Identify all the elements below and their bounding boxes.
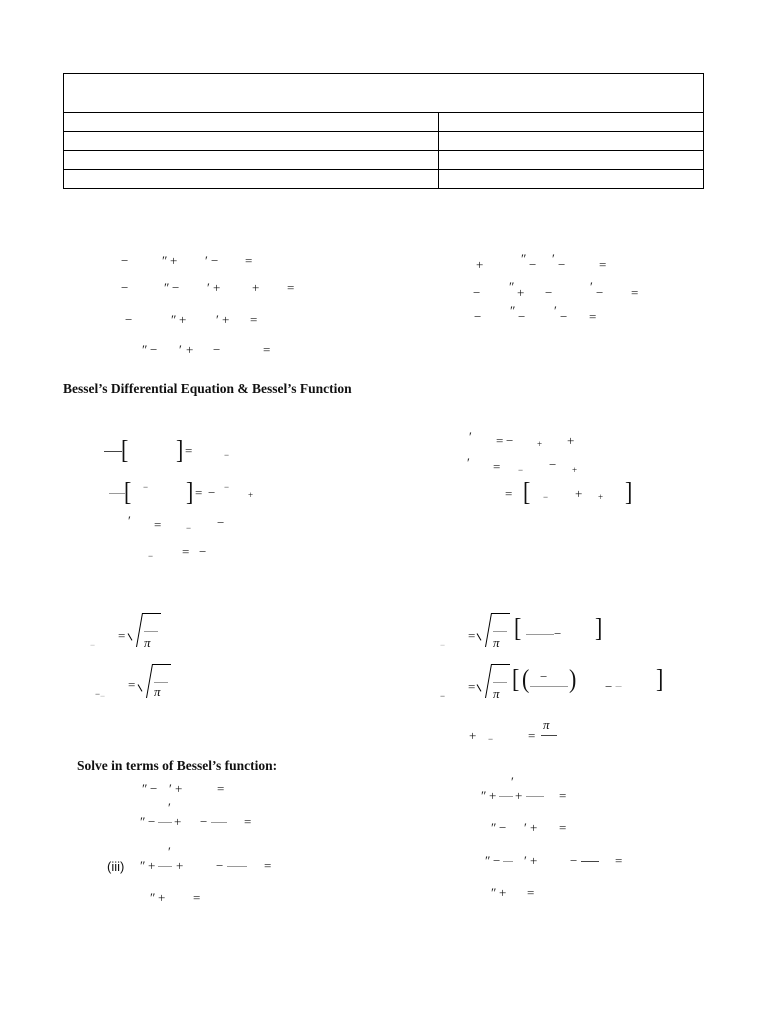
prime-symbol: ′ [524, 853, 527, 868]
double-prime-symbol: ″ [509, 279, 515, 294]
fraction-bar [541, 735, 557, 736]
double-prime-symbol: ″ [164, 280, 170, 295]
plus-symbol: + [469, 728, 477, 743]
double-prime-symbol: ″ [510, 303, 516, 318]
equals-symbol: = [493, 459, 501, 474]
plus-symbol: + [567, 433, 575, 448]
plus-symbol: + [222, 312, 230, 327]
pi-symbol: π [543, 717, 550, 732]
subscript-minus: − [440, 640, 446, 650]
minus-symbol: − [545, 285, 553, 300]
equals-symbol: = [468, 628, 476, 643]
minus-symbol: − [493, 853, 501, 868]
equals-symbol: = [217, 781, 225, 796]
minus-symbol: − [211, 253, 219, 268]
equals-symbol: = [195, 485, 203, 500]
prime-symbol: ′ [205, 253, 208, 268]
subscript-minus: − [518, 465, 524, 475]
plus-symbol: + [515, 788, 523, 803]
minus-symbol: − [473, 285, 481, 300]
right-paren: ) [569, 663, 577, 694]
equals-symbol: = [505, 486, 513, 501]
equals-symbol: = [589, 309, 597, 324]
table-cell [64, 113, 439, 132]
double-prime-symbol: ″ [142, 342, 148, 357]
equals-symbol: = [245, 253, 253, 268]
double-prime-symbol: ″ [481, 788, 487, 803]
fraction-bar [526, 634, 554, 635]
minus-symbol: − [570, 853, 578, 868]
double-prime-symbol: ″ [140, 858, 146, 873]
minus-symbol: − [172, 280, 180, 295]
equals-symbol: = [615, 853, 623, 868]
double-prime-symbol: ″ [162, 253, 168, 268]
prime-symbol: ′ [169, 781, 172, 796]
section-heading-bessel: Bessel’s Differential Equation & Bessel’s Function [63, 381, 352, 396]
equals-symbol: = [559, 788, 567, 803]
minus-symbol: − [615, 679, 623, 694]
table-cell [64, 132, 439, 151]
minus-symbol: − [199, 544, 207, 559]
equals-symbol: = [193, 890, 201, 905]
fraction-bar [526, 796, 544, 797]
fraction-bar [530, 686, 568, 687]
subscript-plus: + [572, 465, 578, 475]
double-prime-symbol: ″ [485, 853, 491, 868]
equals-symbol: = [128, 677, 136, 692]
double-prime-symbol: ″ [150, 890, 156, 905]
plus-symbol: + [213, 280, 221, 295]
table-cell [439, 170, 704, 189]
plus-symbol: + [175, 781, 183, 796]
minus-symbol: − [148, 814, 156, 829]
double-prime-symbol: ″ [142, 781, 148, 796]
minus-symbol: − [518, 309, 526, 324]
fraction-bar [581, 861, 599, 862]
fraction-bar [227, 866, 247, 867]
plus-symbol: + [252, 280, 260, 295]
exercise-label-iii: (iii) [107, 859, 125, 874]
plus-symbol: + [179, 312, 187, 327]
fraction-bar [104, 451, 122, 452]
right-bracket: ] [176, 434, 184, 465]
table-cell [64, 151, 439, 170]
prime-symbol: ′ [590, 279, 593, 294]
minus-symbol: − [208, 485, 216, 500]
table-cell [64, 170, 439, 189]
equals-symbol: = [250, 312, 258, 327]
superscript-minus: − [224, 482, 230, 492]
equals-symbol: = [118, 628, 126, 643]
subscript-minus: − [148, 551, 154, 561]
minus-symbol: − [558, 257, 566, 272]
subscript-minus: − [95, 689, 101, 699]
fraction-bar [158, 866, 172, 867]
subscript-minus: − [186, 523, 192, 533]
minus-symbol: − [560, 309, 568, 324]
table-cell [439, 151, 704, 170]
fraction-bar [109, 493, 125, 494]
minus-symbol: − [549, 457, 557, 472]
plus-symbol: + [499, 885, 507, 900]
equals-symbol: = [496, 433, 504, 448]
subscript-plus: + [537, 439, 543, 449]
prime-symbol: ′ [469, 429, 472, 444]
left-paren: ( [522, 663, 530, 694]
prime-symbol: ′ [168, 844, 171, 859]
minus-symbol: − [554, 626, 562, 641]
equals-symbol: = [599, 257, 607, 272]
double-prime-symbol: ″ [521, 251, 527, 266]
minus-symbol: − [506, 433, 514, 448]
header-table [63, 73, 704, 189]
minus-symbol: − [499, 820, 507, 835]
prime-symbol: ′ [524, 820, 527, 835]
subscript-plus: + [598, 492, 604, 502]
equals-symbol: = [631, 285, 639, 300]
equals-symbol: = [528, 728, 536, 743]
equals-symbol: = [154, 517, 162, 532]
double-prime-symbol: ″ [491, 820, 497, 835]
minus-symbol: − [217, 515, 225, 530]
fraction-bar [493, 682, 507, 683]
right-bracket: ] [186, 476, 194, 507]
plus-symbol: + [517, 285, 525, 300]
prime-symbol: ′ [554, 303, 557, 318]
fraction-bar [154, 682, 168, 683]
subscript-plus: + [248, 490, 254, 500]
fraction-bar [144, 631, 158, 632]
section-heading-solve: Solve in terms of Bessel’s function: [77, 758, 278, 773]
plus-symbol: + [489, 788, 497, 803]
double-prime-symbol: ″ [140, 814, 146, 829]
plus-symbol: + [575, 486, 583, 501]
minus-symbol: − [216, 858, 224, 873]
equals-symbol: = [468, 679, 476, 694]
equals-symbol: = [527, 885, 535, 900]
plus-symbol: + [148, 858, 156, 873]
plus-symbol: + [176, 858, 184, 873]
left-bracket: [ [121, 434, 129, 465]
table-row [64, 170, 704, 189]
minus-symbol: − [150, 342, 158, 357]
subscript-minus: − [543, 492, 549, 502]
subscript-minus: − [440, 691, 446, 701]
pi-symbol: π [493, 686, 500, 701]
subscript-minus: − [90, 640, 96, 650]
subscript-minus: − [224, 450, 230, 460]
plus-symbol: + [186, 342, 194, 357]
left-bracket: [ [514, 612, 522, 643]
left-bracket: [ [124, 476, 132, 507]
table-cell [439, 132, 704, 151]
minus-symbol: − [121, 253, 129, 268]
minus-symbol: − [150, 781, 158, 796]
right-bracket: ] [625, 476, 633, 507]
pi-symbol: π [144, 635, 151, 650]
right-bracket: ] [656, 663, 664, 694]
plus-symbol: + [530, 853, 538, 868]
pi-symbol: π [154, 684, 161, 699]
prime-symbol: ′ [511, 774, 514, 789]
plus-symbol: + [476, 257, 484, 272]
prime-symbol: ′ [179, 342, 182, 357]
minus-symbol: − [529, 257, 537, 272]
table-title-cell [64, 74, 704, 113]
fraction-bar [503, 861, 513, 862]
minus-symbol: − [540, 669, 548, 684]
subscript-minus: − [100, 691, 106, 701]
fraction-bar [499, 796, 513, 797]
pi-symbol: π [493, 635, 500, 650]
table-row [64, 132, 704, 151]
table-row [64, 151, 704, 170]
equals-symbol: = [264, 858, 272, 873]
left-bracket: [ [512, 663, 520, 694]
equals-symbol: = [182, 544, 190, 559]
equals-symbol: = [185, 443, 193, 458]
right-bracket: ] [595, 612, 603, 643]
minus-symbol: − [474, 309, 482, 324]
minus-symbol: − [605, 679, 613, 694]
plus-symbol: + [174, 814, 182, 829]
plus-symbol: + [170, 253, 178, 268]
minus-symbol: − [125, 312, 133, 327]
double-prime-symbol: ″ [491, 885, 497, 900]
minus-symbol: − [200, 814, 208, 829]
equals-symbol: = [559, 820, 567, 835]
fraction-bar [493, 631, 507, 632]
prime-symbol: ′ [168, 800, 171, 815]
prime-symbol: ′ [216, 312, 219, 327]
fraction-bar [158, 822, 172, 823]
prime-symbol: ′ [207, 280, 210, 295]
equals-symbol: = [244, 814, 252, 829]
minus-symbol: − [121, 280, 129, 295]
prime-symbol: ′ [552, 251, 555, 266]
subscript-minus: − [488, 734, 494, 744]
equals-symbol: = [287, 280, 295, 295]
table-row [64, 113, 704, 132]
superscript-minus: − [143, 482, 149, 492]
table-cell [439, 113, 704, 132]
plus-symbol: + [158, 890, 166, 905]
minus-symbol: − [596, 285, 604, 300]
prime-symbol: ′ [467, 455, 470, 470]
left-bracket: [ [523, 476, 531, 507]
fraction-bar [211, 822, 227, 823]
minus-symbol: − [213, 342, 221, 357]
double-prime-symbol: ″ [171, 312, 177, 327]
equals-symbol: = [263, 342, 271, 357]
prime-symbol: ′ [128, 513, 131, 528]
plus-symbol: + [530, 820, 538, 835]
